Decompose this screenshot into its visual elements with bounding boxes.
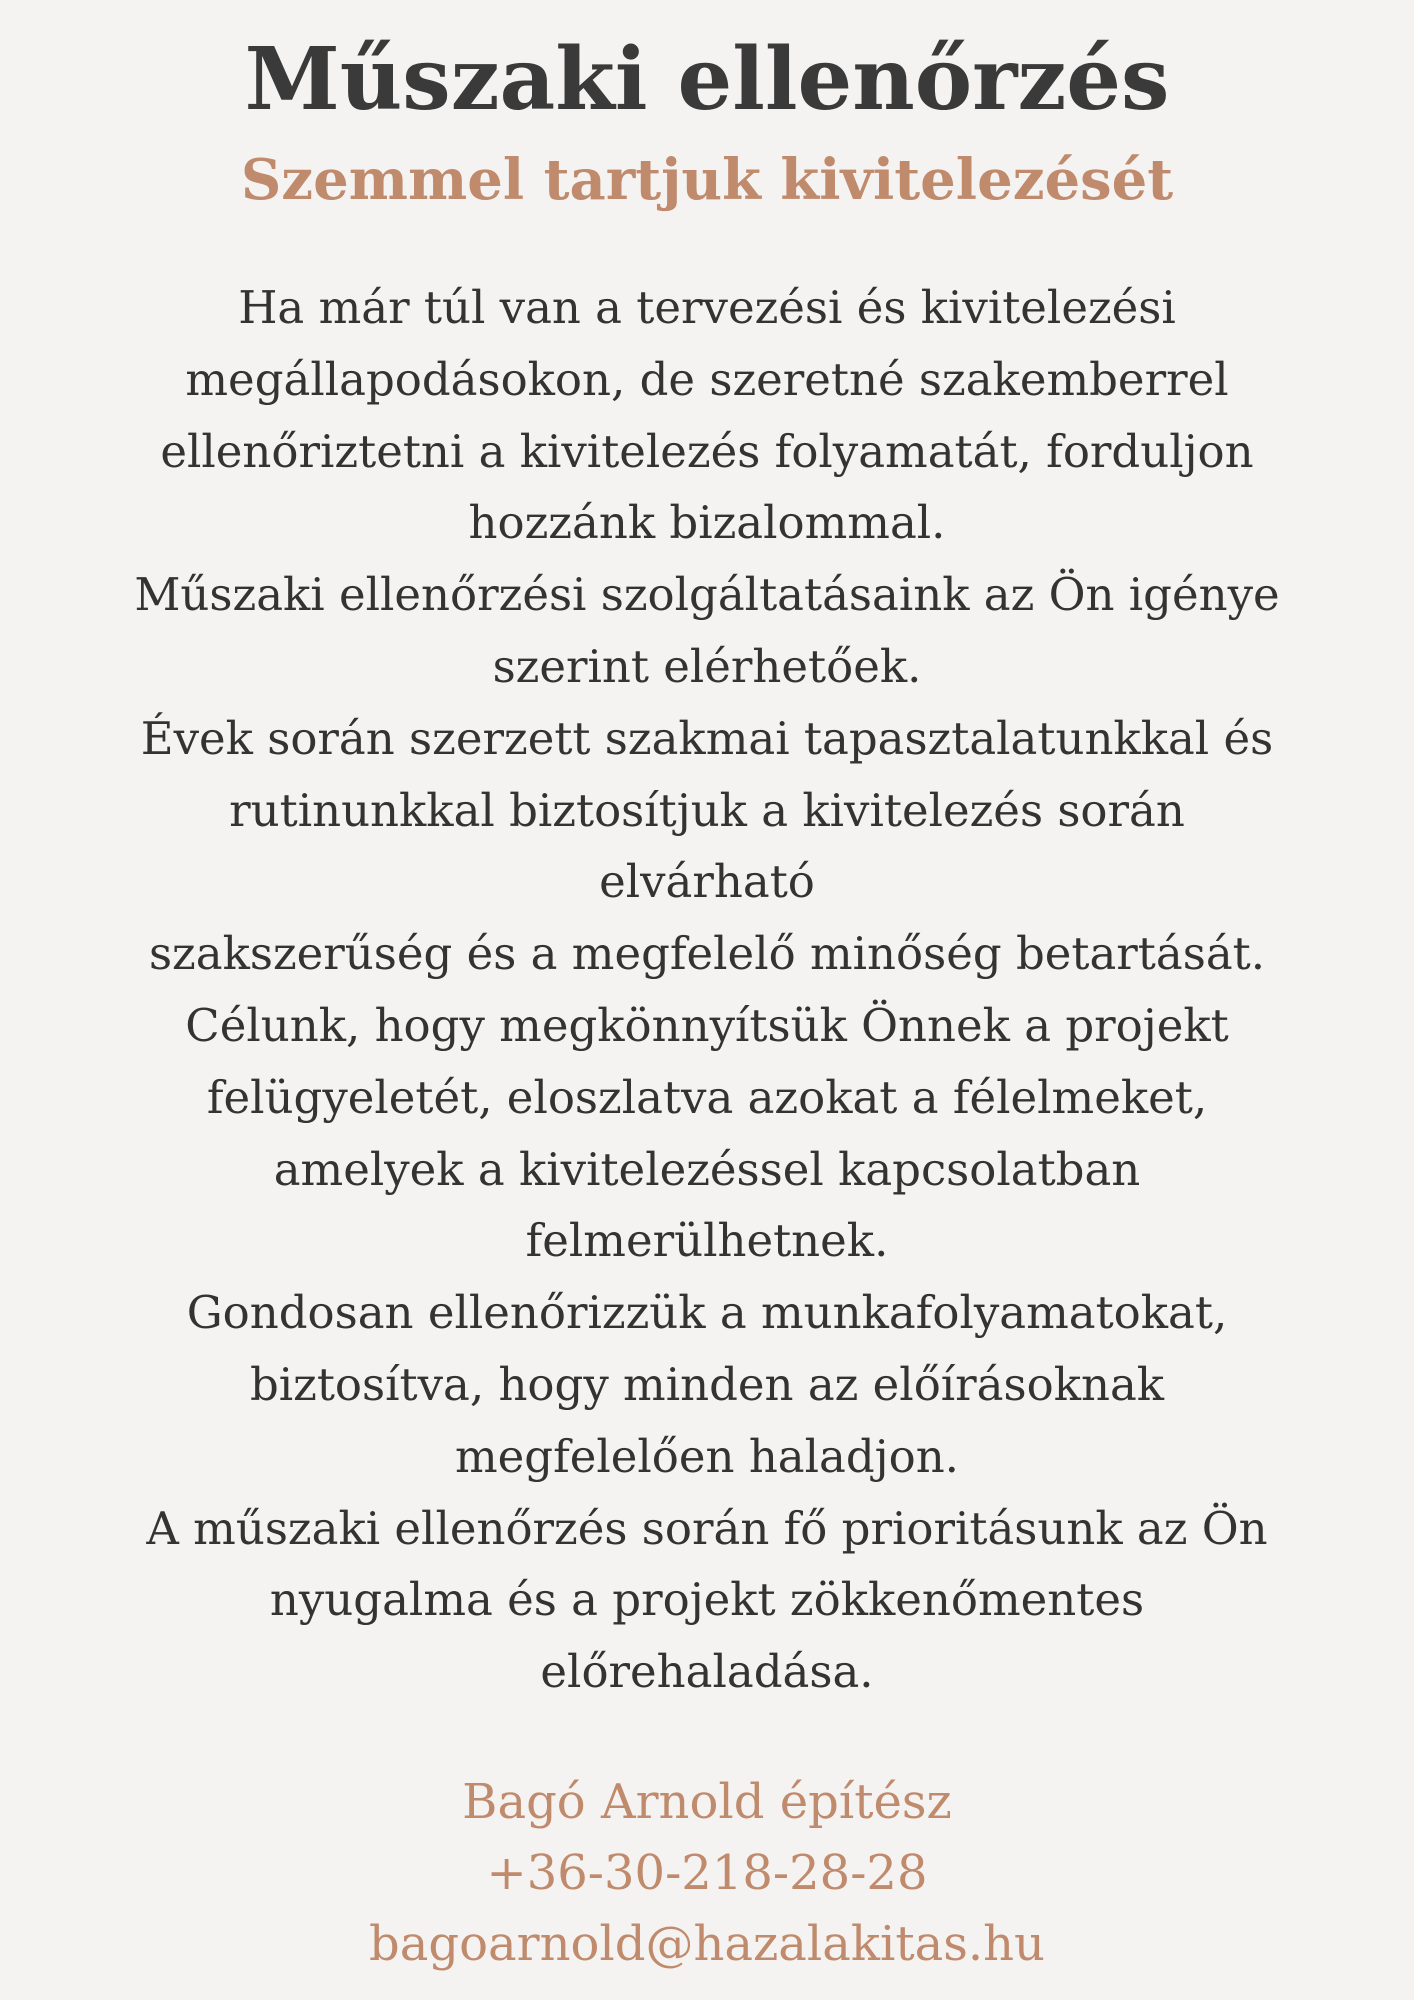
body-line: megfelelően haladjon. — [455, 1429, 959, 1483]
body-line: Ha már túl van a tervezési és kivitelezési — [238, 281, 1176, 334]
body-line: szakszerűség és a megfelelő minőség betartását. — [148, 927, 1266, 981]
body-line: biztosítva, hogy minden az előírásoknak — [249, 1357, 1165, 1411]
body-line: előrehaladása. — [540, 1645, 874, 1699]
contact-phone: +36-30-218-28-28 — [486, 1845, 928, 1901]
contact-name: Bagó Arnold építész — [462, 1774, 952, 1830]
contact-email: bagoarnold@hazalakitas.hu — [369, 1916, 1045, 1972]
body-line: ellenőriztetni a kivitelezés folyamatát, forduljon — [160, 424, 1254, 478]
body-line: rutinunkkal biztosítjuk a kivitelezés során — [229, 783, 1185, 837]
body-line: Évek során szerzett szakmai tapasztalatunkkal és — [140, 711, 1274, 765]
body-line: szerint elérhetőek. — [492, 639, 922, 693]
body-line: hozzánk bizalommal. — [468, 496, 946, 550]
page-title: Műszaki ellenőrzés — [244, 29, 1170, 130]
body-line: amelyek a kivitelezéssel kapcsolatban — [273, 1142, 1141, 1196]
body-line: nyugalma és a projekt zökkenőmentes — [269, 1573, 1145, 1627]
body-line: felmerülhetnek. — [525, 1214, 889, 1268]
body-line: Műszaki ellenőrzési szolgáltatásaink az Ön igénye — [134, 568, 1280, 622]
body-line: megállapodásokon, de szeretné szakemberrel — [185, 352, 1229, 406]
body-line: Gondosan ellenőrizzük a munkafolyamatokat, — [186, 1286, 1228, 1340]
body-line: Célunk, hogy megkönnyítsük Önnek a projekt — [185, 998, 1229, 1052]
body-line: A műszaki ellenőrzés során fő prioritásunk az Ön — [146, 1501, 1268, 1555]
contact-block — [0, 1767, 1414, 1980]
body-paragraph — [20, 272, 1394, 1708]
body-line: felügyeletét, eloszlatva azokat a félelmeket, — [206, 1070, 1208, 1124]
page-subtitle: Szemmel tartjuk kivitelezését — [240, 147, 1174, 213]
body-line: elvárható — [599, 855, 815, 909]
